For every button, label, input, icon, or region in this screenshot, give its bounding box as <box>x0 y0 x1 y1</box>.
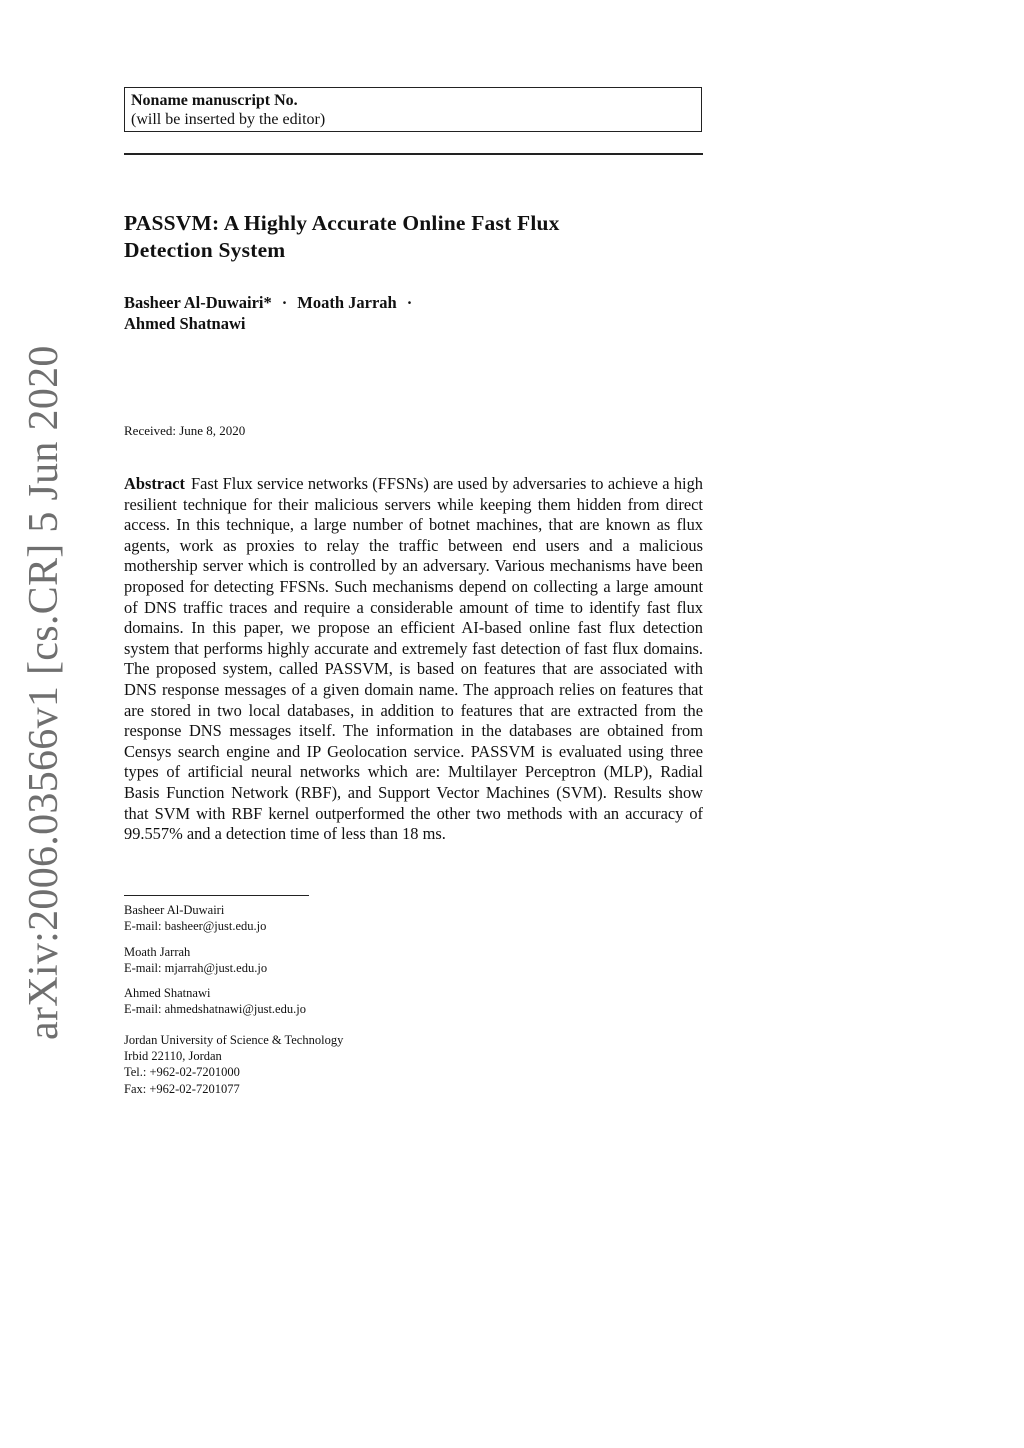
footnote-author-name: Ahmed Shatnawi <box>124 986 211 1001</box>
abstract <box>124 474 703 845</box>
author-separator: · <box>281 293 288 312</box>
received-date: Received: June 8, 2020 <box>124 423 246 438</box>
abstract-heading: Abstract <box>124 474 185 493</box>
institution-city: Irbid 22110, Jordan <box>124 1049 222 1064</box>
paper-title-line-1: PASSVM: A Highly Accurate Online Fast Flux <box>124 211 560 235</box>
footnote-author-3 <box>124 985 544 1018</box>
footnote-author-email: E-mail: ahmedshatnawi@just.edu.jo <box>124 1002 306 1017</box>
paper-title <box>124 210 724 264</box>
author-footnotes <box>124 902 544 1106</box>
paper-title-line-2: Detection System <box>124 238 286 262</box>
institution-tel: Tel.: +962-02-7201000 <box>124 1065 240 1080</box>
header-rule <box>124 153 703 155</box>
footnote-author-1 <box>124 902 544 935</box>
footnote-institution <box>124 1032 544 1097</box>
author-list <box>124 292 724 334</box>
footnote-author-name: Moath Jarrah <box>124 944 191 959</box>
author-name: Moath Jarrah <box>297 293 397 312</box>
institution-name: Jordan University of Science & Technology <box>124 1032 344 1047</box>
footnote-author-email: E-mail: basheer@just.edu.jo <box>124 919 267 934</box>
manuscript-editor-note: (will be inserted by the editor) <box>131 111 326 128</box>
manuscript-number-label: Noname manuscript No. <box>131 92 298 109</box>
footnote-rule <box>124 895 309 896</box>
author-separator: · <box>406 293 413 312</box>
footnote-author-name: Basheer Al-Duwairi <box>124 903 225 917</box>
institution-fax: Fax: +962-02-7201077 <box>124 1081 240 1096</box>
abstract-body: Fast Flux service networks (FFSNs) are used by adversaries to achieve a high resilient technique for their malicious servers while keeping them hidden from direct access. In this technique, a large number of botnet machines, that are known as flux agents, work as proxies to relay the traffic between end users and a malicious mothership server which is controlled by an adversary. Various mechanisms have been proposed for detecting FFSNs. Such mechanisms depend on collecting a large amount of DNS traffic traces and require a considerable amount of time to identify fast flux domains. In this paper, we propose an efficient AI-based online fast flux detection system that performs highly accurate and extremely fast detection of fast flux domains. The proposed system, called PASSVM, is based on features that are associated with DNS response messages of a given domain name. The approach relies on features that are stored in two local databases, in addition to features that are extracted from the response DNS messages itself. The information in the databases are obtained from Censys search engine and IP Geolocation service. PASSVM is evaluated using three types of artificial neural networks which are: Multilayer Perceptron (MLP), Radial Basis Function Network (RBF), and Support Vector Machines (SVM). Results show that SVM with RBF kernel outperformed the other two methods with an accuracy of 99.557% and a detection time of less than 18 ms. <box>124 474 703 844</box>
footnote-author-email: E-mail: mjarrah@just.edu.jo <box>124 960 268 975</box>
footnote-author-2 <box>124 944 544 977</box>
author-name: Ahmed Shatnawi <box>124 314 246 333</box>
author-name: Basheer Al-Duwairi* <box>124 293 272 312</box>
manuscript-number-box <box>124 87 702 132</box>
arxiv-side-stamp: arXiv:2006.03566v1 [cs.CR] 5 Jun 2020 <box>21 345 67 1040</box>
